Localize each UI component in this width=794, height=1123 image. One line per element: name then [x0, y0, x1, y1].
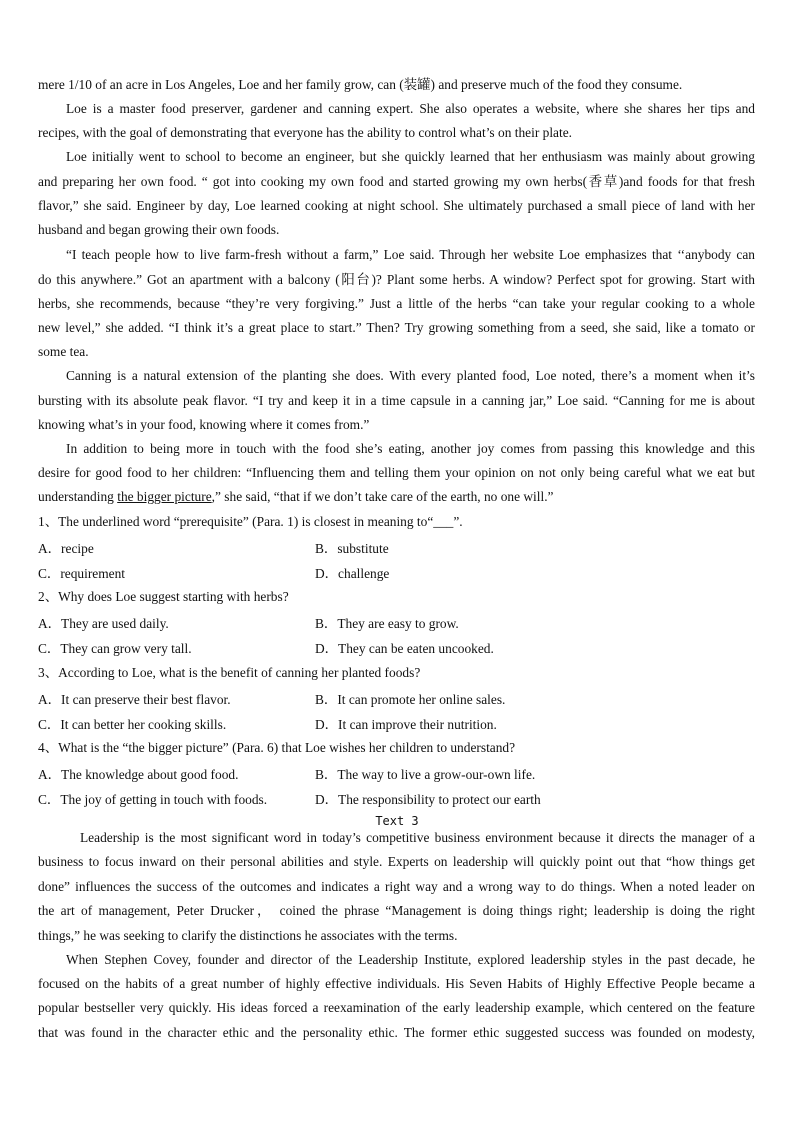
passage-line: husband and began growing their own foods.	[38, 222, 280, 237]
underlined-phrase: the bigger picture	[117, 489, 212, 504]
text3-line: business to focus inward on their personal abilities and style. Experts on leadership will quickly point out that “how things get	[38, 854, 755, 869]
passage-line: herbs, she recommends, because “they’re very forgiving.” Just a little of the herbs “can take your regular cooking to a whole	[38, 296, 755, 311]
text3-line: popular bestseller very quickly. His ideas forced a reexamination of the early leadership example, which centered on the feature	[38, 1000, 755, 1015]
answer-option[interactable]: A．They are used daily.	[38, 616, 169, 632]
passage-line: Loe initially went to school to become an engineer, but she quickly learned that her enthusiasm was mainly about growing	[66, 149, 755, 164]
passage-line	[38, 488, 755, 506]
answer-option[interactable]: A．The knowledge about good food.	[38, 766, 239, 782]
passage-line: recipes, with the goal of demonstrating that everyone has the ability to control what’s on their plate.	[38, 125, 572, 140]
answer-option[interactable]: C．They can grow very tall.	[38, 641, 192, 657]
passage-line: mere 1/10 of an acre in Los Angeles, Loe and her family grow, can (装罐) and preserve much of the food they consume.	[38, 77, 683, 92]
passage-line: new level,” she added. “I think it’s a great place to start.” Then? Try growing something from a seed, she said, like a tomato or	[38, 320, 755, 335]
text-span: ,” she said, “that if we don’t take care of the earth, no one will.”	[211, 489, 554, 504]
text3-line: When Stephen Covey, founder and director of the Leadership Institute, explored leadership styles in the past decade, he	[66, 952, 755, 967]
answer-option[interactable]: B．substitute	[315, 541, 389, 556]
text3-line: done” influences the success of the outcomes and indicates a right way and a wrong way to do things. When a noted leader on	[38, 879, 755, 894]
passage-line: Loe is a master food preserver, gardener and canning expert. She also operates a website, where she shares her tips and	[66, 101, 755, 116]
answer-option[interactable]: A．It can preserve their best flavor.	[38, 691, 231, 707]
passage-line: knowing what’s in your food, knowing where it comes from.”	[38, 417, 370, 432]
passage-line: Canning is a natural extension of the planting she does. With every planted food, Loe noted, there’s a moment when it’s	[66, 368, 755, 383]
question-stem: 2、Why does Loe suggest starting with herbs?	[38, 589, 289, 605]
passage-line: flavor,” she said. Engineer by day, Loe learned cooking at night school. She ultimately purchased a small piece of land with her	[38, 198, 755, 213]
answer-option[interactable]: B．The way to live a grow-our-own life.	[315, 766, 536, 782]
passage-line: do this anywhere.” Got an apartment with a balcony (阳台)? Plant some herbs. A window? Perfect spot for growing. Start with	[38, 272, 755, 287]
answer-option[interactable]: A．recipe	[38, 541, 94, 556]
answer-option[interactable]: C．It can better her cooking skills.	[38, 716, 227, 732]
section-title: Text 3	[375, 814, 419, 828]
answer-option[interactable]: B．They are easy to grow.	[315, 616, 459, 632]
text3-line: the art of management, Peter Drucker， coined the phrase “Management is doing things right; leadership is doing the right	[38, 903, 755, 918]
passage-line: “I teach people how to live farm-fresh without a farm,” Loe said. Through her website Loe emphasizes that ‘‘anybody can	[66, 247, 755, 262]
answer-option[interactable]: D．challenge	[315, 566, 390, 581]
passage-line: In addition to being more in touch with the food she’s eating, another joy comes from passing this knowledge and this	[66, 441, 755, 456]
passage-line: bursting with its absolute peak flavor. “I try and keep it in a time capsule in a canning jar,” Loe said. “Canning for me is about	[38, 393, 755, 408]
passage-line: desire for good food to her children: “Influencing them and telling them your opinion on not only being careful what we eat but	[38, 465, 755, 480]
answer-option[interactable]: C．requirement	[38, 566, 126, 581]
answer-option[interactable]: C．The joy of getting in touch with foods.	[38, 791, 268, 807]
question-stem: 4、What is the “the bigger picture” (Para. 6) that Loe wishes her children to understand?	[38, 739, 516, 755]
text3-line: things,” he was seeking to clarify the distinctions he associates with the terms.	[38, 928, 458, 943]
text3-line: Leadership is the most significant word in today’s competitive business environment because it directs the manager of a	[80, 830, 755, 845]
answer-option[interactable]: D．They can be eaten uncooked.	[315, 641, 494, 657]
text3-line: that was found in the character ethic and the personality ethic. The former ethic suggested success was founded on modesty,	[38, 1025, 755, 1040]
text3-line: focused on the habits of a great number of highly effective individuals. His Seven Habits of Highly Effective People became a	[38, 976, 755, 991]
question-stem: 3、According to Loe, what is the benefit of canning her planted foods?	[38, 664, 421, 680]
question-stem: 1、The underlined word “prerequisite” (Para. 1) is closest in meaning to“___”.	[38, 514, 463, 529]
answer-option[interactable]: D．It can improve their nutrition.	[315, 716, 497, 732]
text-span: understanding	[38, 489, 118, 504]
answer-option[interactable]: B．It can promote her online sales.	[315, 691, 506, 707]
passage-line: some tea.	[38, 344, 89, 359]
passage-line: and preparing her own food. “ got into cooking my own food and started growing my own herbs(香草)and foods for that fresh	[38, 174, 755, 189]
answer-option[interactable]: D．The responsibility to protect our earth	[315, 791, 541, 807]
